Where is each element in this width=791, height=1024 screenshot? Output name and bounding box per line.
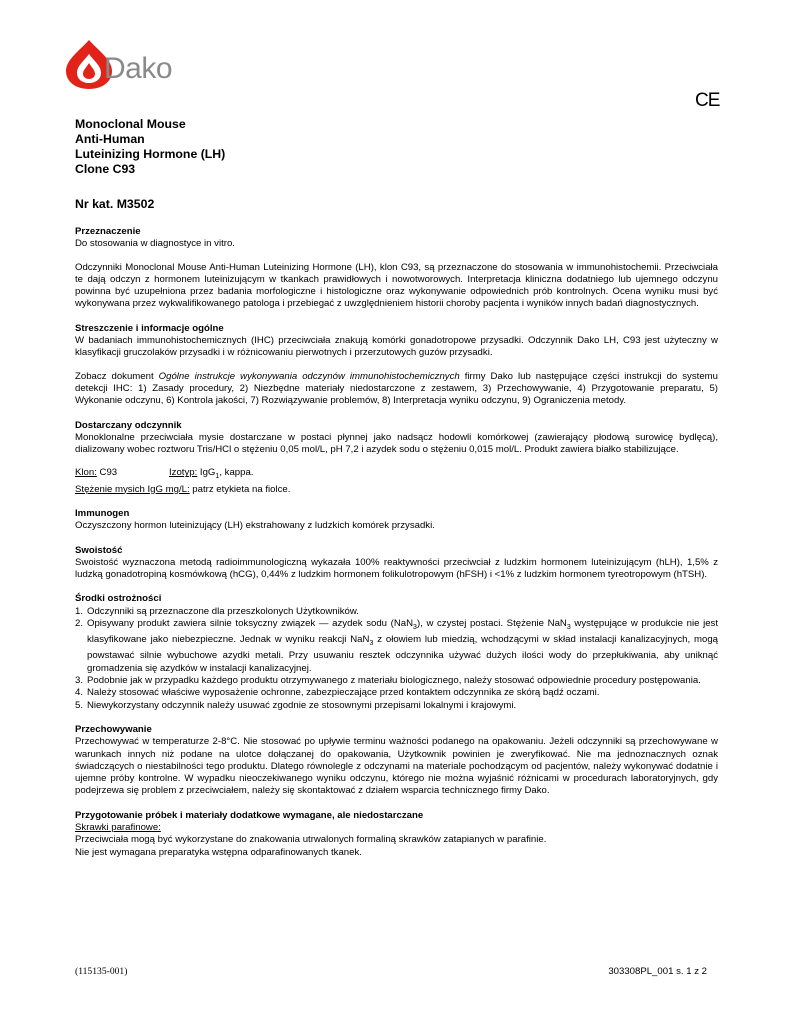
list-text: Podobnie jak w przypadku każdego produktu otrzymywanego z materiału biologicznego, należy stosować odpowiednie procedury postępowania. bbox=[87, 675, 701, 687]
concentration-row bbox=[75, 484, 718, 496]
section-przechowywanie bbox=[75, 724, 718, 798]
list-text: Odczynniki są przeznaczone dla przeszkolonych Użytkowników. bbox=[87, 605, 359, 617]
list-number: 3. bbox=[75, 675, 84, 687]
clone-value: C93 bbox=[96, 467, 118, 479]
paragraph bbox=[75, 371, 718, 408]
section-heading: Przechowywanie bbox=[75, 723, 152, 735]
list-text: występujące w produkcie nie jest klasyfikowane jako niebezpieczne. Jednak w wyniku reakcji NaN bbox=[87, 618, 719, 646]
section-immunogen bbox=[75, 508, 718, 533]
paragraph: Oczyszczony hormon luteinizujący (LH) ekstrahowany z ludzkich komórek przysadki. bbox=[75, 520, 435, 532]
paragraph: Nie jest wymagana preparatyka wstępna odparafinowanych tkanek. bbox=[75, 846, 362, 858]
list-item bbox=[75, 675, 718, 687]
paragraph: Do stosowania w diagnostyce in vitro. bbox=[75, 238, 235, 250]
list-item bbox=[75, 618, 718, 675]
isotype-value: IgG bbox=[197, 467, 216, 479]
paragraph: Monoklonalne przeciwciała mysie dostarczane w postaci płynnej jako nadsącz hodowli komórkowej (zawierający płodową surowicę bydlęcą), dializowany wobec roztworu Tris/HCl o stężeniu 0,05 mol/L, pH 7,2 i azydek sodu o stężeniu 0,015 mol/L. Produkt zawiera białko stabilizujące. bbox=[75, 431, 718, 456]
ce-mark: CE bbox=[695, 90, 720, 111]
section-dostarczany bbox=[75, 420, 718, 496]
list-item bbox=[75, 700, 718, 712]
list-text: Niewykorzystany odczynnik należy usuwać zgodnie ze stosownymi przepisami lokalnymi i krajowymi. bbox=[87, 699, 517, 711]
isotype-subscript: 1 bbox=[215, 473, 220, 481]
document-body bbox=[75, 117, 718, 859]
list-text: Należy stosować właściwe wyposażenie ochronne, zabezpieczające przed kontaktem odczynnika ze skórą bądź oczami. bbox=[87, 687, 600, 699]
isotype-end: , kappa. bbox=[219, 467, 254, 479]
clone-isotype-row bbox=[75, 467, 718, 483]
section-heading: Przeznaczenie bbox=[75, 226, 141, 237]
footer-page-number: 303308PL_001 s. 1 z 2 bbox=[608, 966, 707, 977]
dako-logo-text: Dako bbox=[104, 52, 173, 85]
title-line: Anti-Human bbox=[75, 132, 145, 146]
document-reference: Ogólne instrukcje wykonywania odczynów immunohistochemicznych bbox=[158, 370, 460, 382]
title-line: Luteinizing Hormone (LH) bbox=[75, 147, 226, 161]
list-number: 5. bbox=[75, 699, 84, 711]
title-line: Monoclonal Mouse bbox=[75, 117, 186, 131]
subscript: 3 bbox=[369, 640, 374, 648]
list-number: 2. bbox=[75, 618, 84, 630]
section-heading: Dostarczany odczynnik bbox=[75, 419, 182, 431]
section-heading: Immunogen bbox=[75, 507, 130, 519]
paragraph: W badaniach immunohistochemicznych (IHC) przeciwciała znakują komórki gonadotropowe przysadki. Odczynnik Dako LH, C93 jest użyteczny w klasyfikacji gruczolaków przysadki i w różnicowaniu pierwotnych i przerzutowych guzów przysadki. bbox=[75, 335, 718, 359]
precautions-list bbox=[75, 606, 718, 712]
product-title bbox=[75, 117, 718, 177]
text-run: firmy Dako lub następujące części instrukcji do systemu detekcji IHC: 1) Zasady procedury, 2) Niezbędne materiały niedostarczone z zestawem, 3) Przechowywanie, 4) Przygotowanie preparatu, 5) Wykonanie odczynu, 6) Kontrola jakości, 7) Rozwiązywanie problemów, 8) Interpretacja wyniku odczynu, 9) Ograniczenia metody. bbox=[75, 370, 718, 407]
subscript: 3 bbox=[566, 623, 571, 631]
list-text: z ołowiem lub miedzią, wchodzącymi w skład instalacji kanalizacyjnych, mogą powstawać silnie wybuchowe azydki metali. Przy usuwaniu resztek odczynnika używać dużych ilości wody do przepłukiwania, aby uniknąć gromadzenia się azydków w instalacji kanalizacyjnej. bbox=[87, 634, 719, 674]
section-przeznaczenie bbox=[75, 226, 718, 311]
section-heading: Swoistość bbox=[75, 544, 123, 556]
dako-logo bbox=[64, 38, 204, 90]
section-heading: Przygotowanie próbek i materiały dodatkowe wymagane, ale niedostarczane bbox=[75, 809, 424, 821]
isotype-label: Izotyp: bbox=[169, 467, 198, 479]
text-run: Zobacz dokument bbox=[75, 370, 159, 382]
list-text: Opisywany produkt zawiera silnie toksyczny związek — azydek sodu (NaN bbox=[87, 618, 414, 630]
list-text: ), w czystej postaci. Stężenie NaN bbox=[416, 618, 567, 630]
concentration-label: Stężenie mysich IgG mg/L: bbox=[75, 483, 190, 495]
section-streszczenie bbox=[75, 323, 718, 408]
section-srodki bbox=[75, 593, 718, 711]
clone-label: Klon: bbox=[75, 467, 97, 479]
list-number: 4. bbox=[75, 687, 84, 699]
section-swoistosc bbox=[75, 545, 718, 582]
subheading: Skrawki parafinowe: bbox=[75, 822, 161, 833]
section-przygotowanie bbox=[75, 810, 718, 859]
footer-doc-id: (115135-001) bbox=[75, 966, 128, 977]
section-heading: Środki ostrożności bbox=[75, 593, 162, 605]
concentration-value: patrz etykieta na fiolce. bbox=[189, 483, 291, 495]
paragraph: Przechowywać w temperaturze 2-8°C. Nie stosować po upływie terminu ważności podanego na opakowaniu. Jeżeli odczynniki są przechowywane w warunkach innych niż podane na ulotce dołączanej do opakowania, Użytkownik powinien je zweryfikować. Nie ma jednoznacznych oznak świadczących o niestabilności tego produktu. Dlatego równolegle z odczynami na materiale pochodzącym od pacjentów, należy wykonywać dodatnie i ujemne próby kontrolne. W wypadku nieoczekiwanego wyniku odczynu, którego nie można wyjaśnić różnicami w procedurach laboratoryjnych, gdy podejrzewa się problem z przeciwciałem, należy się skontaktować z działem wsparcia technicznego firmy Dako. bbox=[75, 736, 718, 797]
list-item bbox=[75, 606, 718, 618]
list-item bbox=[75, 687, 718, 699]
subscript: 3 bbox=[413, 623, 417, 631]
title-line: Clone C93 bbox=[75, 162, 136, 176]
paragraph: Przeciwciała mogą być wykorzystane do znakowania utrwalonych formaliną skrawków zatapianych w parafinie. bbox=[75, 834, 547, 846]
paragraph: Swoistość wyznaczona metodą radioimmunologiczną wykazała 100% reaktywności przeciwciał z ludzkim hormonem luteinizującym (hLH), 1,5% z ludzką gonadotropiną kosmówkową (hCG), 0,44% z ludzkim hormonem folikulotropowym (hFSH) i <1% z ludzkim hormonem tyreotropowym (hTSH). bbox=[75, 556, 718, 581]
paragraph: Odczynniki Monoclonal Mouse Anti-Human Luteinizing Hormone (LH), klon C93, są przeznaczone do stosowania w immunohistochemii. Przeciwciała te dają odczyn z hormonem luteinizującym w tkankach prawidłowych i nowotworowych. Interpretacja kliniczna dodatniego lub ujemnego odczynu powinna być uzupełniona przez badania morfologiczne i histologiczne oraz wykonywanie odpowiednich prób kontrolnych. Ocena wyniku musi być wykonywana przez wykwalifikowanego patologa i przebiegać z uwzględnieniem historii choroby pacjenta i wyników innych badań diagnostycznych. bbox=[75, 261, 718, 310]
list-number: 1. bbox=[75, 605, 84, 617]
catalog-number: Nr kat. M3502 bbox=[75, 197, 155, 211]
section-heading: Streszczenie i informacje ogólne bbox=[75, 322, 224, 334]
